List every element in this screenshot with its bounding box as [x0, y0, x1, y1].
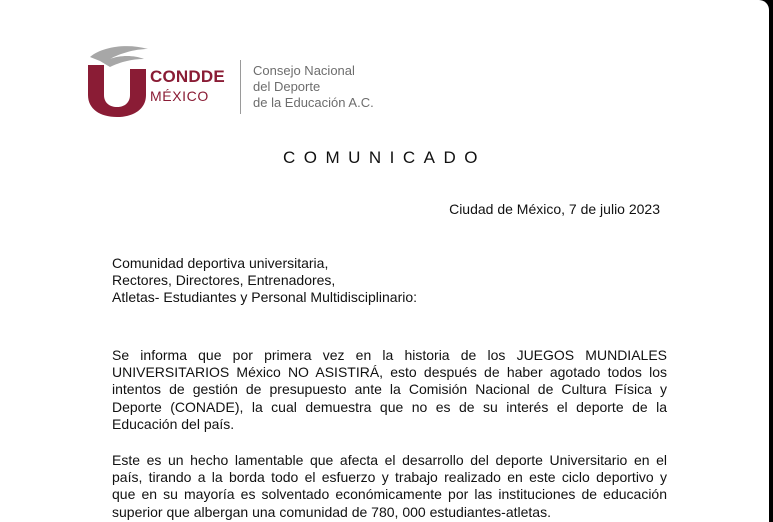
paragraph-line: que en su mayoría es solventado económicamente por las instituciones de educación [112, 486, 667, 503]
org-name-line: del Deporte [253, 79, 321, 94]
org-name-line: de la Educación A.C. [253, 95, 374, 110]
paragraph-line: Este es un hecho lamentable que afecta el desarrollo del deporte Universitario en el [112, 452, 667, 468]
recipient-line: Comunidad deportiva universitaria, [112, 255, 329, 271]
paragraph-line: Educación del país. [112, 415, 235, 432]
body-paragraph [112, 347, 667, 433]
date-line: Ciudad de México, 7 de julio 2023 [449, 201, 660, 217]
recipients-block [112, 255, 417, 306]
paragraph-line: superior que albergan una comunidad de 780, 000 estudiantes-atletas. [112, 503, 551, 520]
paragraph-line: UNIVERSITARIOS México NO ASISTIRÁ, esto después de haber agotado todos los [112, 364, 667, 381]
org-name-line: Consejo Nacional [253, 63, 355, 78]
logo-divider [240, 60, 241, 114]
paragraph-line: país, tirando a la borda todo el esfuerzo y trabajo realizado en este ciclo deportivo y [112, 469, 667, 486]
recipient-line: Atletas- Estudiantes y Personal Multidisciplinario: [112, 289, 418, 305]
paragraph-line: intentos de gestión de presupuesto ante la Comisión Nacional de Cultura Física y [112, 381, 667, 398]
paragraph-line: Deporte (CONADE), la cual demuestra que no es de su interés el deporte de la [112, 398, 667, 415]
brand-country: MÉXICO [150, 88, 209, 104]
paragraph-line: Se informa que por primera vez en la historia de los JUEGOS MUNDIALES [112, 347, 667, 363]
brand-name: CONDDE [150, 67, 225, 86]
body-paragraph [112, 452, 667, 521]
recipient-line: Rectores, Directores, Entrenadores, [112, 272, 336, 288]
document-heading: COMUNICADO [282, 148, 487, 167]
condde-logo-icon [86, 43, 156, 117]
